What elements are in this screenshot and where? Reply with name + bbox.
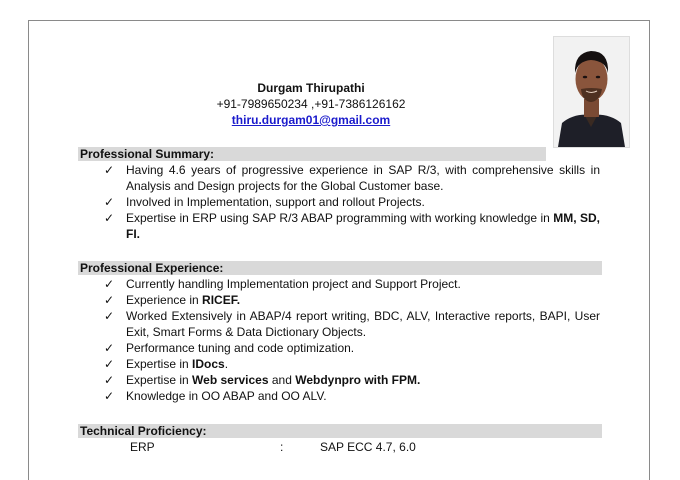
checkmark-icon: ✓ [104, 195, 115, 209]
resume-header [180, 80, 442, 128]
profile-photo [553, 36, 630, 148]
list-item: ✓ Involved in Implementation, support and rollout Projects. [104, 195, 425, 209]
phone-numbers: +91-7989650234 ,+91-7386126162 [216, 97, 406, 111]
email-link[interactable]: thiru.durgam01@gmail.com [231, 113, 391, 127]
summary-list [98, 162, 600, 242]
technical-section-title: Technical Proficiency: [78, 424, 602, 438]
list-item: ✓ Having 4.6 years of progressive experience in SAP R/3, with comprehensive skills in Analysis and Design projects for the Global Customer base. [104, 163, 600, 193]
checkmark-icon: ✓ [104, 357, 115, 371]
candidate-name: Durgam Thirupathi [257, 81, 365, 95]
list-item: ✓ Worked Extensively in ABAP/4 report writing, BDC, ALV, Interactive reports, BAPI, User Exit, Smart Forms & Data Dictionary Objects. [104, 309, 600, 339]
list-item: ✓ Knowledge in OO ABAP and OO ALV. [104, 389, 327, 403]
list-item: ✓ Expertise in IDocs. [104, 357, 229, 371]
list-item: ✓ Expertise in Web services and Webdynpro with FPM. [104, 373, 421, 387]
checkmark-icon: ✓ [104, 163, 115, 177]
checkmark-icon: ✓ [104, 309, 115, 323]
experience-list [98, 276, 600, 404]
checkmark-icon: ✓ [104, 293, 115, 307]
tech-separator: : [280, 440, 284, 454]
checkmark-icon: ✓ [104, 341, 115, 355]
checkmark-icon: ✓ [104, 373, 115, 387]
list-item: ✓ Expertise in ERP using SAP R/3 ABAP programming with working knowledge in MM, SD, FI. [104, 211, 600, 241]
checkmark-icon: ✓ [104, 277, 115, 291]
experience-section-title: Professional Experience: [78, 261, 602, 275]
checkmark-icon: ✓ [104, 389, 115, 403]
summary-section-title: Professional Summary: [78, 147, 546, 161]
tech-value: SAP ECC 4.7, 6.0 [320, 440, 416, 454]
list-item: ✓ Currently handling Implementation project and Support Project. [104, 277, 461, 291]
checkmark-icon: ✓ [104, 211, 115, 225]
list-item: ✓ Performance tuning and code optimization. [104, 341, 355, 355]
list-item: ✓ Experience in RICEF. [104, 293, 241, 307]
tech-label: ERP [130, 440, 155, 454]
